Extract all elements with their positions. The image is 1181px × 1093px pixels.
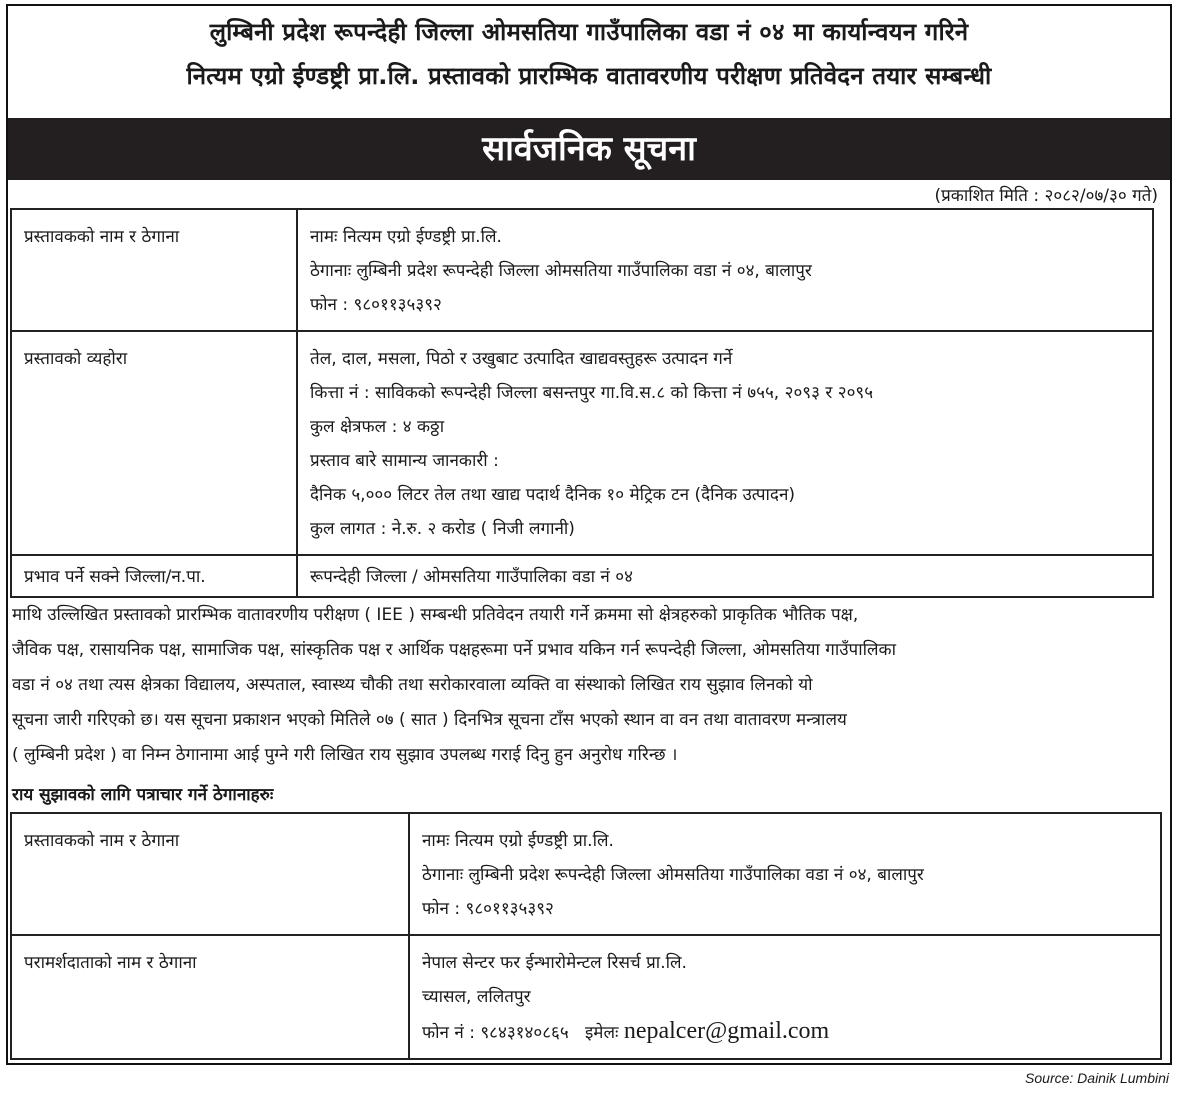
- general-info-label: प्रस्ताव बारे सामान्य जानकारी :: [310, 451, 499, 471]
- consultant-phone: फोन नं : ९८४३१४०८६५: [422, 1023, 569, 1043]
- proposal-description: तेल, दाल, मसला, पिठो र उखुबाट उत्पादित खाद्यवस्तुहरू उत्पादन गर्ने: [310, 349, 733, 369]
- plot-number: कित्ता नं : साविकको रूपन्देही जिल्ला बसन्तपुर गा.वि.स.८ को कित्ता नं ७५५, २०९३ र २०९५: [310, 383, 874, 403]
- notice-body: [12, 598, 1156, 773]
- headline-line-1: लुम्बिनी प्रदेश रूपन्देही जिल्ला ओमसतिया गाउँपालिका वडा नं ०४ मा कार्यान्वयन गरिने: [209, 18, 969, 46]
- daily-production: दैनिक ५,००० लिटर तेल तथा खाद्य पदार्थ दैनिक १० मेट्रिक टन (दैनिक उत्पादन): [310, 485, 796, 505]
- row-value: [297, 331, 1153, 555]
- project-details-table: [10, 208, 1154, 598]
- notice-headline: [8, 6, 1170, 98]
- source-credit: Source: Dainik Lumbini: [1025, 1070, 1169, 1086]
- row-value: [409, 935, 1161, 1059]
- consultant-email: nepalcer@gmail.com: [623, 1018, 830, 1044]
- row-label: प्रस्तावकको नाम र ठेगाना: [11, 209, 297, 331]
- row-value: [297, 209, 1153, 331]
- email-label: इमेलः: [584, 1023, 619, 1043]
- published-date: (प्रकाशित मिति : २०८२/०७/३० गते): [934, 186, 1158, 206]
- proponent-address: ठेगानाः लुम्बिनी प्रदेश रूपन्देही जिल्ला ओमसतिया गाउँपालिका वडा नं ०४, बालापुर: [422, 865, 924, 885]
- body-line: सूचना जारी गरिएको छ। यस सूचना प्रकाशन भएको मितिले ०७ ( सात ) दिनभित्र सूचना टाँस भएको स्थान वा वन तथा वातावरण मन्त्रालय: [12, 710, 847, 730]
- body-line: वडा नं ०४ तथा त्यस क्षेत्रका विद्यालय, अस्पताल, स्वास्थ्य चौकी तथा सरोकारवाला व्यक्ति वा संस्थाको लिखित राय सुझाव लिनको यो: [12, 675, 813, 695]
- contact-heading: राय सुझावको लागि पत्राचार गर्ने ठेगानाहरुः: [12, 785, 274, 805]
- table-row: [11, 555, 1153, 597]
- body-line: ( लुम्बिनी प्रदेश ) वा निम्न ठेगानामा आई पुग्ने गरी लिखित राय सुझाव उपलब्ध गराई दिनु हुन अनुरोध गरिन्छ ।: [12, 745, 678, 765]
- table-row: [11, 331, 1153, 555]
- contact-table: [10, 812, 1162, 1060]
- body-line: माथि उल्लिखित प्रस्तावको प्रारम्भिक वातावरणीय परीक्षण ( IEE ) सम्बन्धी प्रतिवेदन तयारी गर्ने क्रममा सो क्षेत्रहरुको प्राकृतिक भौतिक पक्ष,: [12, 605, 859, 625]
- headline-line-2: नित्यम एग्रो ईण्डष्ट्री प्रा.लि. प्रस्तावको प्रारम्भिक वातावरणीय परीक्षण प्रतिवेदन तयार सम्बन्धी: [186, 62, 992, 90]
- row-label: परामर्शदाताको नाम र ठेगाना: [11, 935, 409, 1059]
- proponent-address: ठेगानाः लुम्बिनी प्रदेश रूपन्देही जिल्ला ओमसतिया गाउँपालिका वडा नं ०४, बालापुर: [310, 261, 812, 281]
- table-row: [11, 209, 1153, 331]
- row-value: [409, 813, 1161, 935]
- row-label: प्रस्तावकको नाम र ठेगाना: [11, 813, 409, 935]
- row-label: प्रस्तावको व्यहोरा: [11, 331, 297, 555]
- total-cost: कुल लागत : ने.रु. २ करोड ( निजी लगानी): [310, 519, 575, 539]
- consultant-contact: [422, 1014, 1148, 1050]
- proponent-phone: फोन : ९८०११३५३९२: [310, 295, 442, 315]
- table-row: [11, 813, 1161, 935]
- affected-area: रूपन्देही जिल्ला / ओमसतिया गाउँपालिका वडा नं ०४: [310, 567, 633, 587]
- body-line: जैविक पक्ष, रासायनिक पक्ष, सामाजिक पक्ष, सांस्कृतिक पक्ष र आर्थिक पक्षहरूमा पर्ने प्रभाव यकिन गर्न रूपन्देही जिल्ला, ओमसतिया गाउँपालिका: [12, 640, 897, 660]
- notice-title-banner: सार्वजनिक सूचना: [8, 118, 1170, 180]
- row-value: [297, 555, 1153, 597]
- total-area: कुल क्षेत्रफल : ४ कठ्ठा: [310, 417, 445, 437]
- consultant-address: च्यासल, ललितपुर: [422, 987, 531, 1007]
- table-row: [11, 935, 1161, 1059]
- row-label: प्रभाव पर्ने सक्ने जिल्ला/न.पा.: [11, 555, 297, 597]
- proponent-name: नामः नित्यम एग्रो ईण्डष्ट्री प्रा.लि.: [310, 227, 502, 247]
- consultant-name: नेपाल सेन्टर फर ईन्भारोमेन्टल रिसर्च प्रा.लि.: [422, 953, 687, 973]
- proponent-phone: फोन : ९८०११३५३९२: [422, 899, 554, 919]
- proponent-name: नामः नित्यम एग्रो ईण्डष्ट्री प्रा.लि.: [422, 831, 614, 851]
